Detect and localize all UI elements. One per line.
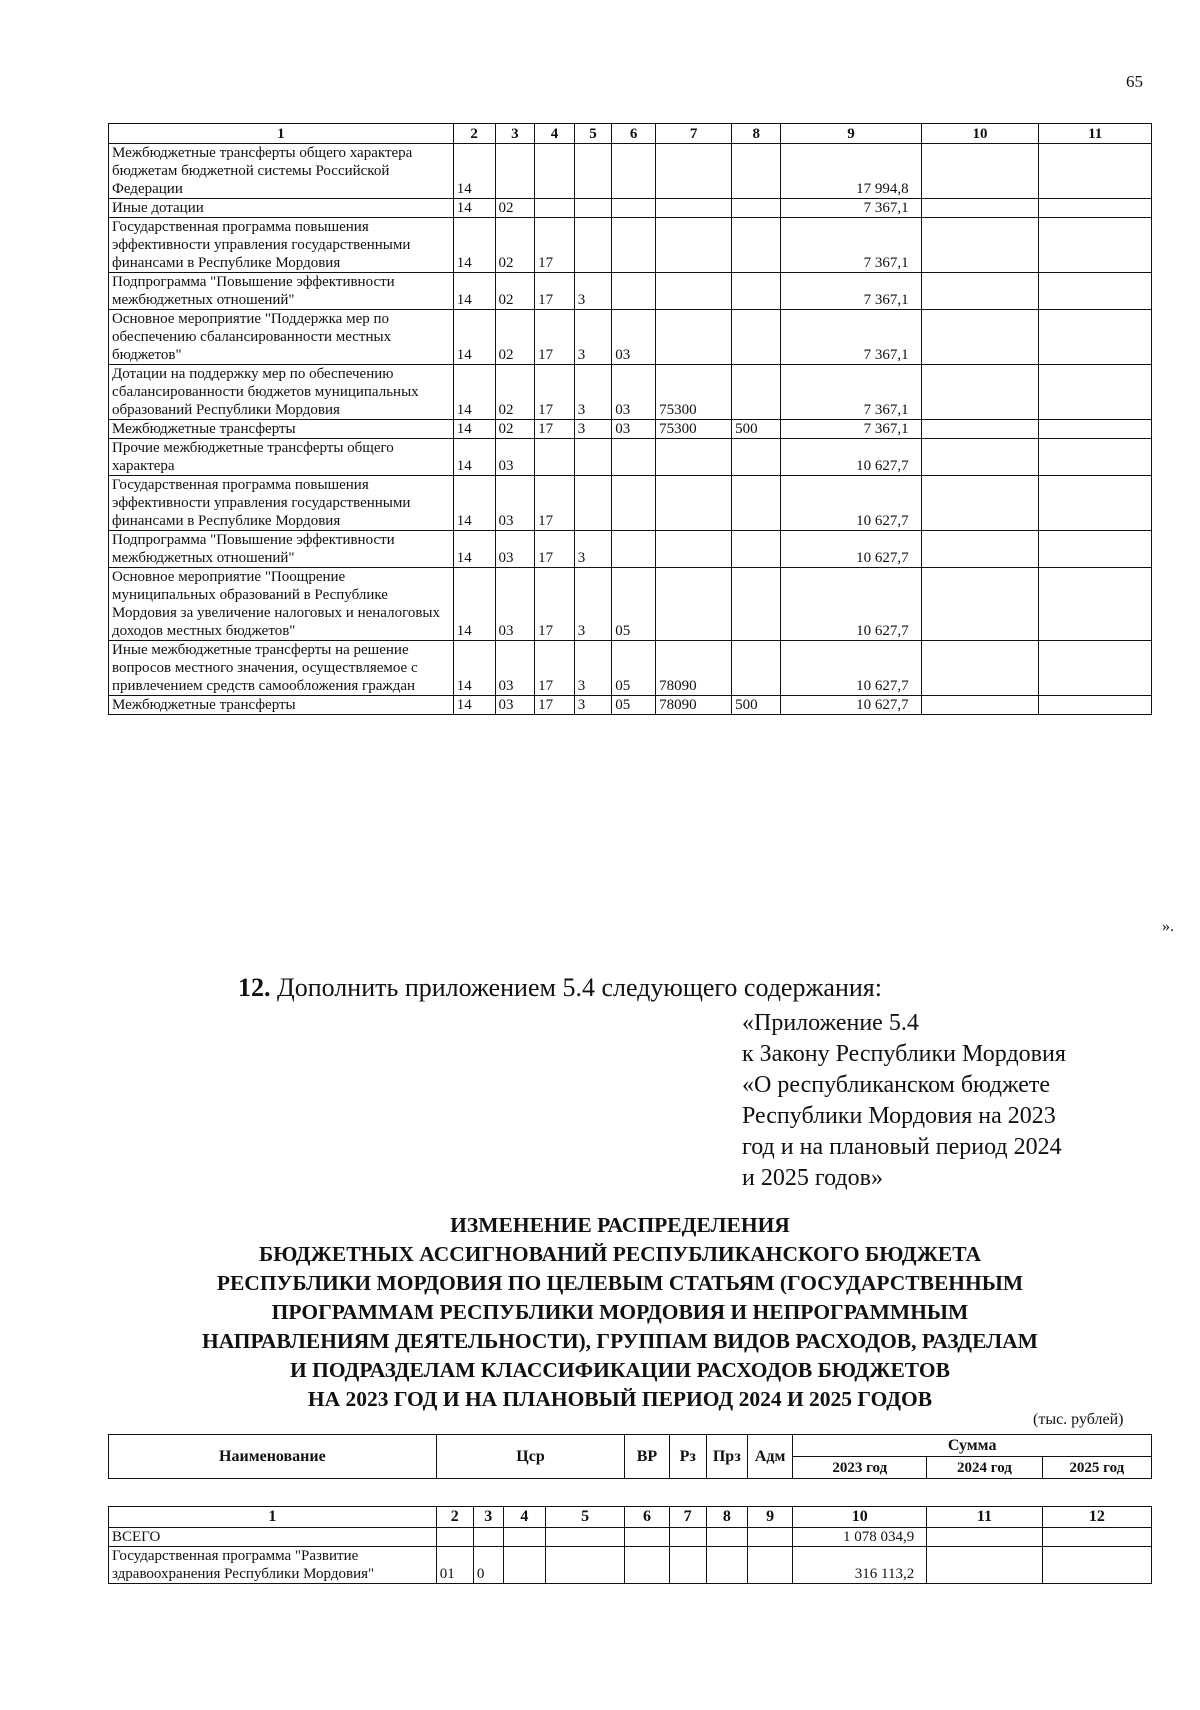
code-cell: [706, 1528, 747, 1547]
amount-cell: 10 627,7: [781, 476, 921, 531]
row-name: Дотации на поддержку мер по обеспечению сбалансированности бюджетов муниципальных образований Республики Мордовия: [109, 365, 454, 420]
code-cell: 05: [612, 641, 656, 696]
code-cell: [574, 218, 611, 273]
amount-cell: 7 367,1: [781, 273, 921, 310]
code-cell: 03: [495, 439, 535, 476]
row-name: Прочие межбюджетные трансферты общего характера: [109, 439, 454, 476]
code-cell: [436, 1528, 473, 1547]
code-cell: [545, 1528, 624, 1547]
code-cell: 14: [453, 199, 495, 218]
appendix-line: «О республиканском бюджете: [742, 1072, 1051, 1098]
amount-cell: 10 627,7: [781, 439, 921, 476]
code-cell: 3: [574, 365, 611, 420]
code-cell: 02: [495, 365, 535, 420]
code-cell: [706, 1547, 747, 1584]
code-cell: [732, 144, 781, 199]
table-row: [109, 531, 1152, 568]
row-name: Иные межбюджетные трансферты на решение вопросов местного значения, осуществляемое с привлечением средств самообложения граждан: [109, 641, 454, 696]
item-12-paragraph: [238, 973, 882, 1003]
code-cell: [656, 310, 732, 365]
code-cell: 3: [574, 531, 611, 568]
table-row: [109, 568, 1152, 641]
amount-cell: 10 627,7: [781, 531, 921, 568]
appendix-line: год и на плановый период 2024: [742, 1134, 1062, 1160]
code-cell: 17: [535, 310, 575, 365]
table-row: [109, 199, 1152, 218]
column-number: 9: [747, 1507, 792, 1528]
appendix-line: к Закону Республики Мордовия: [742, 1041, 1066, 1067]
empty-cell: [921, 641, 1039, 696]
table-row: [109, 696, 1152, 715]
code-cell: 17: [535, 531, 575, 568]
code-cell: [732, 641, 781, 696]
empty-cell: [1039, 273, 1152, 310]
code-cell: [612, 531, 656, 568]
empty-cell: [1039, 365, 1152, 420]
code-cell: [574, 199, 611, 218]
amount-cell: 10 627,7: [781, 568, 921, 641]
code-cell: 3: [574, 641, 611, 696]
code-cell: [473, 1528, 503, 1547]
code-cell: 0: [473, 1547, 503, 1584]
header-year-2025: 2025 год: [1042, 1457, 1151, 1479]
header-vr: ВР: [625, 1435, 669, 1479]
column-number: 1: [109, 124, 454, 144]
empty-cell: [1039, 439, 1152, 476]
header-name: Наименование: [109, 1435, 437, 1479]
code-cell: [656, 476, 732, 531]
header-year-2024: 2024 год: [927, 1457, 1042, 1479]
amount-cell: 17 994,8: [781, 144, 921, 199]
code-cell: 14: [453, 218, 495, 273]
column-number: 4: [535, 124, 575, 144]
code-cell: 17: [535, 568, 575, 641]
code-cell: 17: [535, 420, 575, 439]
amount-cell: 7 367,1: [781, 199, 921, 218]
code-cell: [612, 218, 656, 273]
empty-cell: [921, 420, 1039, 439]
code-cell: 78090: [656, 696, 732, 715]
code-cell: [656, 199, 732, 218]
row-name: ВСЕГО: [109, 1528, 437, 1547]
empty-cell: [921, 696, 1039, 715]
column-number: 3: [495, 124, 535, 144]
amount-cell: 7 367,1: [781, 420, 921, 439]
title-line: НАПРАВЛЕНИЯМ ДЕЯТЕЛЬНОСТИ), ГРУППАМ ВИДОВ РАСХОДОВ, РАЗДЕЛАМ: [202, 1329, 1038, 1353]
appendix-line: и 2025 годов»: [742, 1165, 883, 1191]
table-row: [109, 439, 1152, 476]
row-name: Государственная программа повышения эффективности управления государственными финансами в Республике Мордовия: [109, 218, 454, 273]
column-number: 11: [1039, 124, 1152, 144]
column-number: 6: [625, 1507, 669, 1528]
code-cell: [545, 1547, 624, 1584]
code-cell: 3: [574, 273, 611, 310]
title-line: БЮДЖЕТНЫХ АССИГНОВАНИЙ РЕСПУБЛИКАНСКОГО БЮДЖЕТА: [259, 1242, 981, 1266]
code-cell: 01: [436, 1547, 473, 1584]
code-cell: 14: [453, 365, 495, 420]
header-rz: Рз: [669, 1435, 706, 1479]
code-cell: 02: [495, 218, 535, 273]
table-row: [109, 420, 1152, 439]
code-cell: [612, 439, 656, 476]
code-cell: [656, 144, 732, 199]
code-cell: 03: [495, 531, 535, 568]
code-cell: 14: [453, 420, 495, 439]
column-number: 11: [927, 1507, 1042, 1528]
empty-cell: [921, 531, 1039, 568]
item-text: Дополнить приложением 5.4 следующего содержания:: [277, 973, 882, 1002]
code-cell: [535, 144, 575, 199]
item-number: 12.: [238, 973, 271, 1002]
code-cell: [669, 1528, 706, 1547]
column-number: 2: [453, 124, 495, 144]
code-cell: [747, 1547, 792, 1584]
header-sum: Сумма: [793, 1435, 1152, 1457]
code-cell: 02: [495, 310, 535, 365]
appendix-line: Республики Мордовия на 2023: [742, 1103, 1056, 1129]
budget-table-continuation: [108, 123, 1152, 715]
empty-cell: [1039, 531, 1152, 568]
table-row: [109, 144, 1152, 199]
amount-cell: 10 627,7: [781, 641, 921, 696]
code-cell: [574, 439, 611, 476]
header-csr: Цср: [436, 1435, 625, 1479]
empty-cell: [921, 439, 1039, 476]
table-row: [109, 365, 1152, 420]
column-number: 1: [109, 1507, 437, 1528]
row-name: Иные дотации: [109, 199, 454, 218]
row-name: Межбюджетные трансферты общего характера бюджетам бюджетной системы Российской Федерации: [109, 144, 454, 199]
code-cell: 03: [495, 568, 535, 641]
code-cell: [503, 1547, 545, 1584]
code-cell: 75300: [656, 420, 732, 439]
code-cell: [732, 365, 781, 420]
code-cell: [535, 439, 575, 476]
row-name: Подпрограмма "Повышение эффективности межбюджетных отношений": [109, 531, 454, 568]
code-cell: [535, 199, 575, 218]
appendix-line: «Приложение 5.4: [742, 1010, 919, 1036]
units-label: (тыс. рублей): [1033, 1411, 1124, 1428]
code-cell: [732, 218, 781, 273]
code-cell: [625, 1547, 669, 1584]
column-number: 10: [793, 1507, 927, 1528]
amount-cell: 7 367,1: [781, 310, 921, 365]
code-cell: [574, 144, 611, 199]
code-cell: [612, 144, 656, 199]
row-name: Государственная программа "Развитие здравоохранения Республики Мордовия": [109, 1547, 437, 1584]
code-cell: 14: [453, 144, 495, 199]
code-cell: 3: [574, 420, 611, 439]
code-cell: 17: [535, 365, 575, 420]
amount-cell: [927, 1528, 1042, 1547]
title-line: ПРОГРАММАМ РЕСПУБЛИКИ МОРДОВИЯ И НЕПРОГРАММНЫМ: [271, 1300, 969, 1324]
code-cell: 78090: [656, 641, 732, 696]
code-cell: [612, 273, 656, 310]
empty-cell: [921, 365, 1039, 420]
code-cell: 17: [535, 476, 575, 531]
code-cell: [747, 1528, 792, 1547]
code-cell: 02: [495, 420, 535, 439]
header-adm: Адм: [747, 1435, 792, 1479]
column-number: 6: [612, 124, 656, 144]
empty-cell: [921, 568, 1039, 641]
table-header-row: [109, 1507, 1152, 1528]
header-year-2023: 2023 год: [793, 1457, 927, 1479]
row-name: Межбюджетные трансферты: [109, 696, 454, 715]
empty-cell: [921, 310, 1039, 365]
empty-cell: [1039, 641, 1152, 696]
empty-cell: [1039, 476, 1152, 531]
code-cell: [732, 199, 781, 218]
table-row: [109, 273, 1152, 310]
column-number: 10: [921, 124, 1039, 144]
table-row: [109, 641, 1152, 696]
amount-cell: [1042, 1528, 1151, 1547]
code-cell: 02: [495, 273, 535, 310]
code-cell: 500: [732, 420, 781, 439]
code-cell: [656, 218, 732, 273]
code-cell: [732, 568, 781, 641]
column-number: 3: [473, 1507, 503, 1528]
page-number: 65: [1126, 72, 1143, 91]
empty-cell: [1039, 199, 1152, 218]
column-number: 8: [706, 1507, 747, 1528]
amount-cell: 316 113,2: [793, 1547, 927, 1584]
code-cell: 17: [535, 273, 575, 310]
code-cell: 17: [535, 696, 575, 715]
code-cell: 03: [612, 365, 656, 420]
table-row: [109, 218, 1152, 273]
code-cell: 3: [574, 696, 611, 715]
empty-cell: [921, 476, 1039, 531]
amount-cell: [1042, 1547, 1151, 1584]
empty-cell: [921, 273, 1039, 310]
code-cell: 14: [453, 531, 495, 568]
empty-cell: [1039, 696, 1152, 715]
code-cell: 14: [453, 439, 495, 476]
code-cell: 05: [612, 568, 656, 641]
empty-cell: [921, 218, 1039, 273]
table-row: [109, 1528, 1152, 1547]
distribution-table-body: [108, 1506, 1152, 1584]
column-number: 5: [545, 1507, 624, 1528]
code-cell: [732, 439, 781, 476]
code-cell: 03: [612, 420, 656, 439]
column-number: 8: [732, 124, 781, 144]
table-row: [109, 310, 1152, 365]
code-cell: 3: [574, 568, 611, 641]
code-cell: 14: [453, 641, 495, 696]
empty-cell: [1039, 568, 1152, 641]
code-cell: 02: [495, 199, 535, 218]
code-cell: 14: [453, 476, 495, 531]
code-cell: 75300: [656, 365, 732, 420]
code-cell: [656, 273, 732, 310]
code-cell: 14: [453, 310, 495, 365]
code-cell: [625, 1528, 669, 1547]
distribution-table-header: [108, 1434, 1152, 1479]
code-cell: 14: [453, 568, 495, 641]
empty-cell: [1039, 144, 1152, 199]
title-line: РЕСПУБЛИКИ МОРДОВИЯ ПО ЦЕЛЕВЫМ СТАТЬЯМ (ГОСУДАРСТВЕННЫМ: [216, 1271, 1024, 1295]
row-name: Основное мероприятие "Поддержка мер по обеспечению сбалансированности местных бюджетов": [109, 310, 454, 365]
amount-cell: 7 367,1: [781, 218, 921, 273]
code-cell: 03: [495, 476, 535, 531]
code-cell: 03: [495, 696, 535, 715]
column-number: 7: [656, 124, 732, 144]
header-prz: Прз: [706, 1435, 747, 1479]
column-number: 2: [436, 1507, 473, 1528]
amount-cell: [927, 1547, 1042, 1584]
title-line: И ПОДРАЗДЕЛАМ КЛАССИФИКАЦИИ РАСХОДОВ БЮДЖЕТОВ: [290, 1358, 950, 1382]
code-cell: [612, 476, 656, 531]
code-cell: [574, 476, 611, 531]
code-cell: 14: [453, 273, 495, 310]
table-header-row: [109, 124, 1152, 144]
code-cell: 500: [732, 696, 781, 715]
empty-cell: [1039, 420, 1152, 439]
column-number: 9: [781, 124, 921, 144]
row-name: Подпрограмма "Повышение эффективности межбюджетных отношений": [109, 273, 454, 310]
code-cell: [656, 568, 732, 641]
amount-cell: 1 078 034,9: [793, 1528, 927, 1547]
code-cell: 17: [535, 218, 575, 273]
empty-cell: [921, 199, 1039, 218]
code-cell: [732, 273, 781, 310]
title-line: НА 2023 ГОД И НА ПЛАНОВЫЙ ПЕРИОД 2024 И 2025 ГОДОВ: [307, 1387, 933, 1411]
column-number: 12: [1042, 1507, 1151, 1528]
row-name: Государственная программа повышения эффективности управления государственными финансами в Республике Мордовия: [109, 476, 454, 531]
column-number: 7: [669, 1507, 706, 1528]
empty-cell: [1039, 218, 1152, 273]
empty-cell: [1039, 310, 1152, 365]
code-cell: [732, 476, 781, 531]
empty-cell: [921, 144, 1039, 199]
column-number: 5: [574, 124, 611, 144]
table-row: [109, 476, 1152, 531]
code-cell: [669, 1547, 706, 1584]
code-cell: 17: [535, 641, 575, 696]
row-name: Основное мероприятие "Поощрение муниципальных образований в Республике Мордовия за увеличение налоговых и неналоговых доходов местных бюджетов": [109, 568, 454, 641]
code-cell: [732, 531, 781, 568]
table-row: [109, 1547, 1152, 1584]
code-cell: [612, 199, 656, 218]
appendix-reference: [742, 1008, 1066, 1194]
document-title: [120, 1211, 1120, 1414]
amount-cell: 7 367,1: [781, 365, 921, 420]
code-cell: [656, 531, 732, 568]
code-cell: 03: [612, 310, 656, 365]
code-cell: 14: [453, 696, 495, 715]
title-line: ИЗМЕНЕНИЕ РАСПРЕДЕЛЕНИЯ: [450, 1213, 790, 1237]
column-number: 4: [503, 1507, 545, 1528]
code-cell: [732, 310, 781, 365]
closing-quote: ».: [1162, 918, 1174, 935]
amount-cell: 10 627,7: [781, 696, 921, 715]
code-cell: 03: [495, 641, 535, 696]
code-cell: [503, 1528, 545, 1547]
code-cell: [495, 144, 535, 199]
code-cell: 05: [612, 696, 656, 715]
code-cell: 3: [574, 310, 611, 365]
code-cell: [656, 439, 732, 476]
row-name: Межбюджетные трансферты: [109, 420, 454, 439]
